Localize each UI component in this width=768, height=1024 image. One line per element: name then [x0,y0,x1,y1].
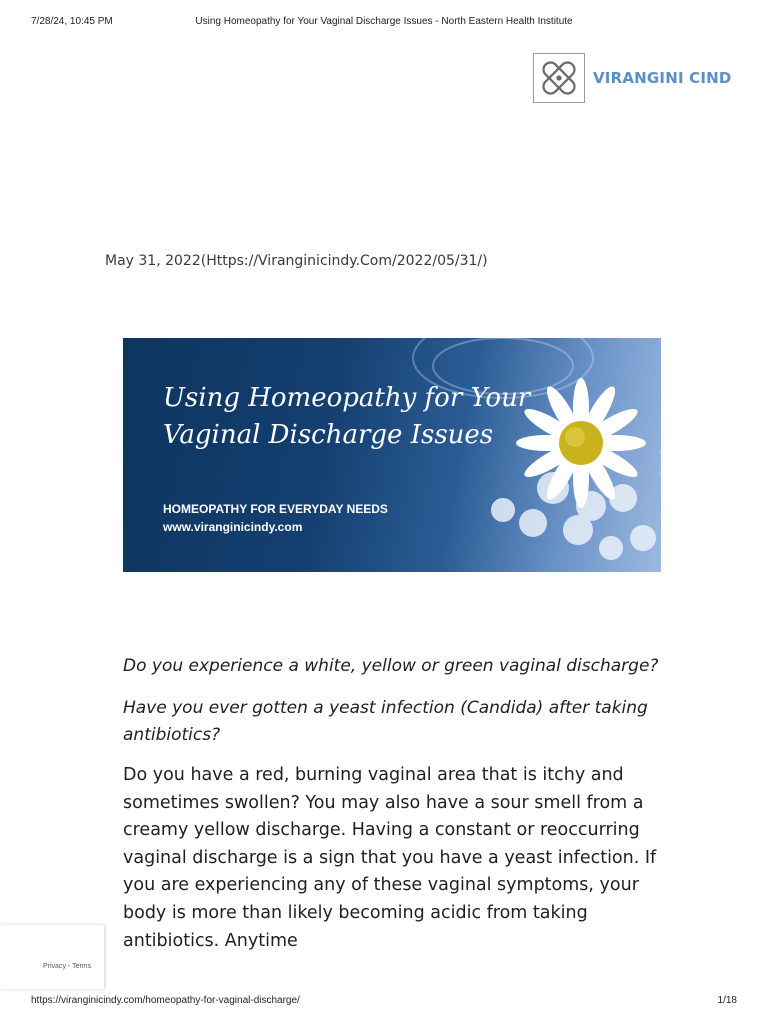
daisy-and-pills-decoration [123,338,661,572]
crossed-capsules-logo-icon [533,53,585,103]
site-logo[interactable] [533,52,733,104]
print-page-title: Using Homeopathy for Your Vaginal Discharge Issues - North Eastern Health Institute [195,16,573,27]
hero-banner-image [123,338,661,572]
print-footer [0,995,768,1009]
print-datetime: 7/28/24, 10:45 PM [31,16,113,27]
question-1: Do you experience a white, yellow or green vaginal discharge? [123,656,659,676]
recaptcha-links [43,963,91,970]
recaptcha-terms-link[interactable]: Terms [72,963,92,970]
post-date-link[interactable]: May 31, 2022(Https://Viranginicindy.Com/2022/05/31/) [105,253,488,269]
hero-title [163,380,623,454]
logo-wordmark: VIRANGINI CIND [593,69,732,87]
recaptcha-badge [0,925,104,989]
paragraph-1: Do you have a red, burning vaginal area that is itchy and sometimes swollen? You may also have a sour smell from a creamy yellow discharge. Having a constant or reoccurring vaginal discharge is a sign that you have a yeast infection. If you are experiencing any of these vaginal symptoms, your body is more than likely becoming acidic from taking antibiotics. Anytime [123,765,657,951]
hero-title-line-1: Using Homeopathy for Your [163,383,531,413]
hero-title-line-2: Vaginal Discharge Issues [163,420,494,450]
article-content [123,653,668,955]
print-page-number: 1/18 [717,995,737,1006]
recaptcha-separator: - [65,963,73,970]
question-2: Have you ever gotten a yeast infection (Candida) after taking antibiotics? [123,698,648,745]
recaptcha-privacy-link[interactable]: Privacy [43,963,66,970]
print-url: https://viranginicindy.com/homeopathy-for-vaginal-discharge/ [31,995,300,1006]
hero-subtitle: HOMEOPATHY FOR EVERYDAY NEEDS [163,502,388,516]
hero-website: www.viranginicindy.com [163,520,303,534]
print-header [0,16,768,32]
hero-subtitle-block [163,500,388,536]
